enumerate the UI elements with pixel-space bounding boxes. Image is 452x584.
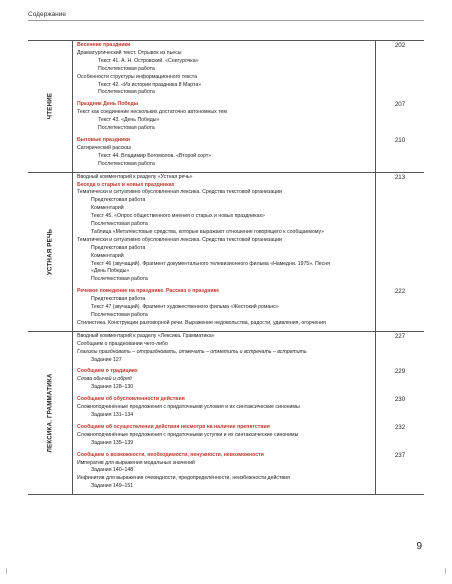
running-header: Содержание: [28, 11, 66, 18]
toc-entry: Послетекстовая работа: [91, 276, 148, 283]
toc-entry: Послетекстовая работа: [98, 160, 155, 167]
table-of-contents: [28, 40, 424, 495]
toc-entry: Задание 127: [91, 356, 122, 363]
toc-entry: Задания 140–148: [91, 467, 134, 474]
toc-topic-heading: Весенние праздники: [77, 42, 131, 48]
toc-page-number: 237: [394, 451, 406, 459]
toc-page-number: 207: [394, 101, 406, 109]
section-side-label: [28, 332, 73, 494]
toc-entry: Таблица «Метатекстовые средства, которые выражают отношение говорящего к сообщаемому»: [91, 228, 325, 235]
toc-topic-heading: Сообщаем об осуществлении действия несмотря на наличие препятствия: [77, 423, 270, 430]
section-entries: [73, 41, 376, 172]
toc-entry: Инфинитив для выражения очевидности, предопределённости, неизбежности действия: [77, 475, 290, 482]
toc-topic-heading: Праздник День Победы: [77, 101, 139, 108]
toc-entry: Текст 46 (звучащий). Фрагмент документального телевизионного фильма «Намедни. 1975». Песня: [91, 260, 330, 267]
toc-topic-heading: Сообщаем о возможности, необходимости, ненужности, невозможности: [77, 451, 264, 458]
toc-section: [28, 172, 424, 331]
section-page-column: [376, 173, 424, 331]
section-label: ЛЕКСИКА. ГРАММАТИКА: [46, 373, 54, 453]
toc-entry: Текст 45. «Опрос общественного мнения о старых и новых праздниках»: [91, 213, 265, 220]
toc-entry: Предтекстовая работа: [91, 244, 146, 251]
toc-topic-heading: Сообщаем о традициях: [77, 368, 138, 375]
toc-entry: Стилистика. Конструкции разговорной речи. Выражение недовольства, радости, удивления, огорчения: [77, 319, 326, 326]
toc-page-number: 232: [394, 423, 406, 431]
page-number: 9: [416, 541, 422, 552]
toc-entry: Глаголы праздновать – отпраздновать, отмечать – отметить и встречать – встретить: [77, 348, 307, 355]
toc-entry: Сложноподчинённые предложения с придаточными условия и их синтаксические синонимы: [77, 404, 300, 411]
toc-entry: Текст 47 (звучащий). Фрагмент художественного фильма «Жестокий романс»: [91, 304, 279, 311]
toc-entry: Вводный комментарий к разделу «Лексика. Грамматика»: [77, 332, 215, 339]
section-label: ЧТЕНИЕ: [46, 93, 54, 120]
toc-page-number: 227: [394, 332, 406, 340]
toc-entry: Предтекстовая работа: [91, 296, 146, 303]
toc-entry: Текст 42. «Из истории праздника 8 Марта»: [98, 81, 202, 88]
toc-page-number: 230: [394, 396, 406, 404]
toc-entry: Послетекстовая работа: [98, 125, 155, 132]
toc-entry: Текст 44. Владимир Богомолов. «Второй сорт»: [98, 152, 212, 159]
toc-entry: Предтекстовая работа: [91, 197, 146, 204]
toc-entry: Послетекстовая работа: [98, 65, 155, 72]
section-page-column: [376, 41, 424, 172]
section-entries: [73, 173, 376, 331]
toc-page-number: 210: [394, 136, 406, 144]
toc-entry: Сатирический рассказ: [77, 144, 131, 151]
section-side-label: [28, 173, 73, 331]
toc-entry: Задания 128–130: [91, 384, 134, 391]
section-entries: [73, 332, 376, 494]
toc-entry: Комментарий: [91, 252, 124, 259]
toc-entry: Сообщаем о праздновании чего-либо: [77, 340, 168, 347]
crop-mark-bottom-right: [445, 568, 452, 574]
toc-entry: Комментарий: [91, 205, 124, 212]
crop-mark-bottom-left: [0, 568, 7, 574]
toc-page-number: 229: [394, 368, 406, 376]
toc-page-number: 213: [394, 173, 406, 181]
section-label: УСТНАЯ РЕЧЬ: [46, 228, 54, 275]
toc-entry: Текст как соединение нескольких достаточно автономных тем: [77, 109, 227, 116]
toc-entry: Драматургический текст. Отрывок из пьесы: [77, 49, 182, 56]
toc-entry: Послетекстовая работа: [91, 312, 148, 318]
toc-topic-heading: Речевое поведение на празднике. Рассказ о празднике: [77, 288, 220, 295]
toc-entry: Текст 43. «День Победы»: [98, 117, 160, 124]
toc-entry: Тематически и ситуативно обусловленная лексика. Средства текстовой организации: [77, 189, 282, 196]
toc-section: [28, 40, 424, 172]
section-side-label: [28, 41, 73, 172]
toc-entry: Вводный комментарий к разделу «Устная речь»: [77, 173, 193, 180]
toc-entry: «День Победы»: [91, 268, 130, 275]
toc-topic-heading: Сообщаем об обусловленности действия: [77, 396, 185, 403]
toc-entry: Императив для выражения модальных значений: [77, 459, 195, 466]
toc-entry: Послетекстовая работа: [98, 89, 155, 96]
toc-entry: Задания 149–151: [91, 483, 134, 490]
header-rule: [28, 20, 424, 21]
toc-page-number: 222: [394, 288, 406, 296]
toc-entry: Текст 41. А. Н. Островский. «Снегурочка»: [98, 57, 199, 64]
toc-entry: Послетекстовая работа: [91, 221, 148, 228]
toc-entry: Задания 135–139: [91, 439, 134, 446]
toc-section: [28, 331, 424, 495]
toc-entry: Задания 131–134: [91, 411, 134, 418]
toc-entry: Сложноподчинённые предложения с придаточными уступки и их синтаксические синонимы: [77, 431, 299, 438]
toc-entry: Особенности структуры информационного текста: [77, 73, 198, 80]
section-page-column: [376, 332, 424, 494]
toc-page-number: 202: [394, 42, 406, 49]
toc-topic-heading: Беседа о старых и новых праздниках: [77, 181, 175, 188]
toc-entry: Тематически и ситуативно обусловленная лексика. Средства текстовой организации: [77, 236, 282, 243]
toc-topic-heading: Бытовые праздники: [77, 136, 130, 143]
toc-entry: Слова обычай и обряд: [77, 376, 132, 383]
